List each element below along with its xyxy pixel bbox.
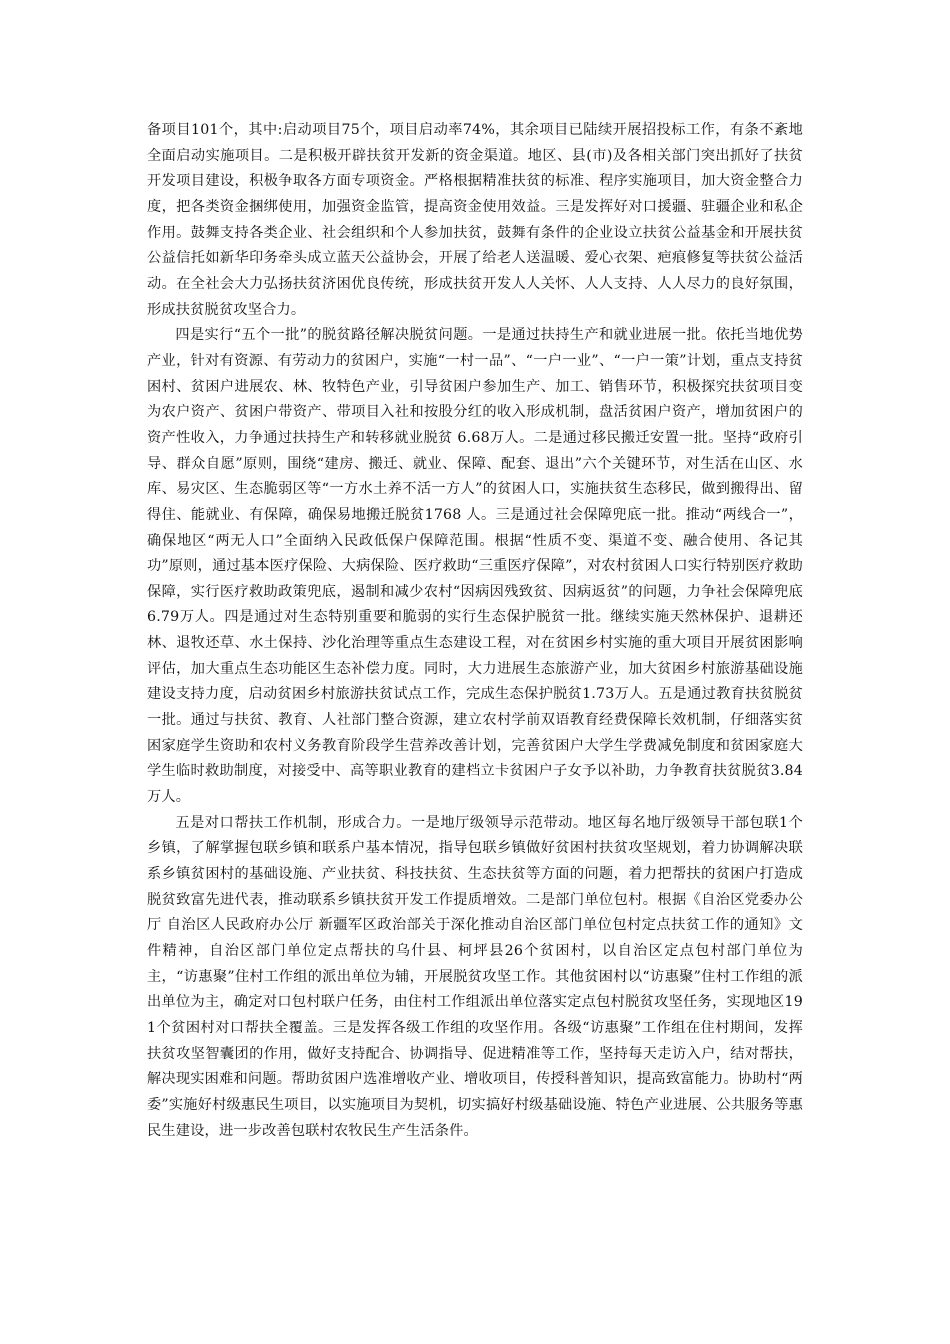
paragraph-five-batches: 四是实行“五个一批”的脱贫路径解决脱贫问题。一是通过扶持生产和就业进展一批。依托当地优势产业，针对有资源、有劳动力的贫困户，实施“一村一品”、“一户一业”、“一户一策”计划，重点支持贫困村、贫困户进展农、林、牧特色产业，引导贫困户参加生产、加工、销售环节，积极探究扶贫项目变为农户资产、贫困户带资产、带项目入社和按股分红的收入形成机制，盘活贫困户资产，增加贫困户的资产性收入，力争通过扶持生产和转移就业脱贫 6.68万人。二是通过移民搬迁安置一批。坚持“政府引导、群众自愿”原则，围绕“建房、搬迁、就业、保障、配套、退出”六个关键环节，对生活在山区、水库、易灾区、生态脆弱区等“一方水土养不活一方人”的贫困人口，实施扶贫生态移民，做到搬得出、留得住、能就业、有保障，确保易地搬迁脱贫1768 人。三是通过社会保障兜底一批。推动“两线合一”，确保地区“两无人口”全面纳入民政低保户保障范围。根据“性质不变、渠道不变、融合使用、各记其功”原则，通过基本医疗保险、大病保险、医疗救助“三重医疗保障”，对农村贫困人口实行特别医疗救助保障，实行医疗救助政策兜底，遏制和减少农村“因病因残致贫、因病返贫”的问题，力争社会保障兜底6.79万人。四是通过对生态特别重要和脆弱的实行生态保护脱贫一批。继续实施天然林保护、退耕还林、退牧还草、水土保持、沙化治理等重点生态建设工程，对在贫困乡村实施的重大项目开展贫困影响评估，加大重点生态功能区生态补偿力度。同时，大力进展生态旅游产业，加大贫困乡村旅游基础设施建设支持力度，启动贫困乡村旅游扶贫试点工作，完成生态保护脱贫1.73万人。五是通过教育扶贫脱贫一批。通过与扶贫、教育、人社部门整合资源，建立农村学前双语教育经费保障长效机制，仔细落实贫困家庭学生资助和农村义务教育阶段学生营养改善计划，完善贫困户大学生学费减免制度和贫困家庭大学生临时救助制度，对接受中、高等职业教育的建档立卡贫困户子女予以补助，力争教育扶贫脱贫3.84万人。 [147,327,803,806]
paragraph-funding-sources: 备项目101个，其中:启动项目75个，项目启动率74%，其余项目已陆续开展招投标工作，有条不紊地全面启动实施项目。二是积极开辟扶贫开发新的资金渠道。地区、县(市)及各相关部门突出抓好了扶贫开发项目建设，积极争取各方面专项资金。严格根据精准扶贫的标准、程序实施项目，加大资金整合力度，把各类资金捆绑使用，加强资金监管，提高资金使用效益。三是发挥好对口援疆、驻疆企业和私企作用。鼓舞支持各类企业、社会组织和个人参加扶贫，鼓舞有条件的企业设立扶贫公益基金和开展扶贫公益信托如新华印务牵头成立蓝天公益协会，开展了给老人送温暖、爱心衣架、疤痕修复等扶贫公益活动。在全社会大力弘扬扶贫济困优良传统，形成扶贫开发人人关怀、人人支持、人人尽力的良好氛围，形成扶贫脱贫攻坚合力。 [147,122,803,318]
paragraph-paired-assistance: 五是对口帮扶工作机制，形成合力。一是地厅级领导示范带动。地区每名地厅级领导干部包联1个乡镇，了解掌握包联乡镇和联系户基本情况，指导包联乡镇做好贫困村扶贫攻坚规划，着力协调解决联系乡镇贫困村的基础设施、产业扶贫、科技扶贫、生态扶贫等方面的问题，着力把帮扶的贫困户打造成脱贫致富先进代表，推动联系乡镇扶贫开发工作提质增效。二是部门单位包村。根据《自治区党委办公厅 自治区人民政府办公厅 新疆军区政治部关于深化推动自治区部门单位包村定点扶贫工作的通知》文件精神，自治区部门单位定点帮扶的乌什县、柯坪县26个贫困村，以自治区定点包村部门单位为主，“访惠聚”住村工作组的派出单位为辅，开展脱贫攻坚工作。其他贫困村以“访惠聚”住村工作组的派出单位为主，确定对口包村联户任务，由住村工作组派出单位落实定点包村脱贫攻坚任务，实现地区191个贫困村对口帮扶全覆盖。三是发挥各级工作组的攻坚作用。各级“访惠聚”工作组在住村期间，发挥扶贫攻坚智囊团的作用，做好支持配合、协调指导、促进精准等工作，坚持每天走访入户，结对帮扶，解决现实困难和问题。帮助贫困户选准增收产业、增收项目，传授科普知识，提高致富能力。协助村“两委”实施好村级惠民生项目，以实施项目为契机，切实搞好村级基础设施、特色产业进展、公共服务等惠民生建设，进一步改善包联村农牧民生产生活条件。 [147,814,803,1139]
document-body [147,118,803,1144]
